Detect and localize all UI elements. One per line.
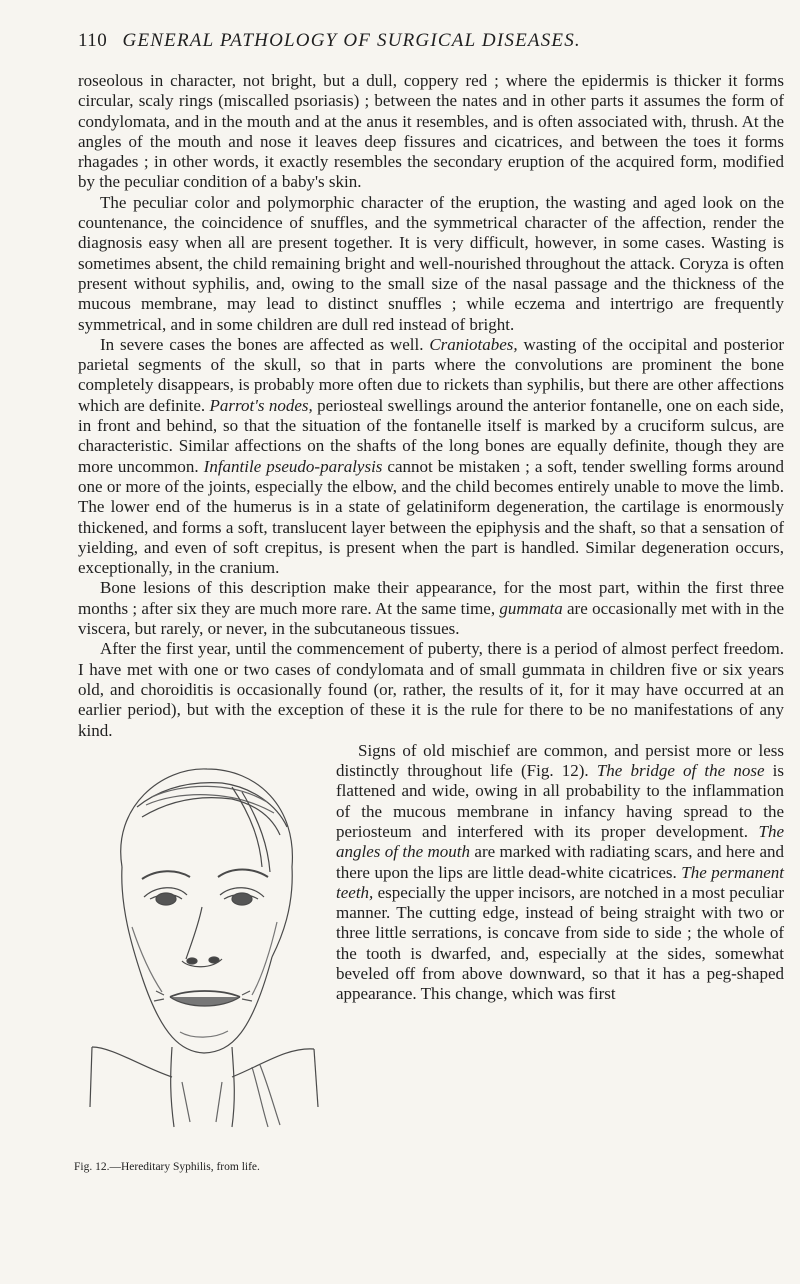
term-gummata: gummata	[499, 598, 563, 618]
paragraph: After the first year, until the commencement of puberty, there is a period of almost perfect freedom. I have met with one or two cases of condylomata and of small gummata in children five or six years old, and choroiditis is occasionally found (or, rather, the results of it, for it may have occurred at an earlier period), but with the exception of these it is the rule for there to be no manifestations of any kind.	[78, 639, 784, 740]
running-title: GENERAL PATHOLOGY OF SURGICAL DISEASES.	[122, 30, 581, 51]
term-angles-of-mouth: The angles of the mouth	[336, 821, 785, 862]
paragraph: In severe cases the bones are affected as well. Craniotabes, wasting of the occipital and posterior parietal segments of the skull, so that in parts where the convolutions are prominent the bone completely disappears, is probably more often due to rickets than syphilis, but there are other affections which are definite. Parrot's nodes, periosteal swellings around the anterior fontanelle, one on each side, in front and behind, so that the situation of the fontanelle itself is marked by a cruciform sulcus, are characteristic. Similar affections on the shafts of the long bones are equally definite, though they are more uncommon. Infantile pseudo-paralysis cannot be mistaken ; a soft, tender swelling forms around one or more of the joints, especially the elbow, and the child becomes entirely unable to move the limb. The lower end of the humerus is in a state of gelatiniform degeneration, the cartilage is enormously thickened, and forms a soft, translucent layer between the epiphysis and the shaft, so that a sensation of yielding, and even of soft crepitus, is present when the part is handled. Similar degeneration occurs, exceptionally, in the cranium.	[78, 334, 785, 578]
term-bridge-of-nose: The bridge of the nose	[596, 761, 765, 781]
figure-12	[74, 743, 324, 1188]
page-header	[78, 30, 778, 52]
term-parrots-nodes: Parrot's nodes,	[209, 395, 313, 415]
paragraph: The peculiar color and polymorphic character of the eruption, the wasting and aged look on the countenance, the coincidence of snuffles, and the symmetrical character of the affection, render the diagnosis easy when all are present together. It is very difficult, however, in some cases. Wasting is sometimes absent, the child remaining bright and well-nourished throughout the attack. Coryza is often present without syphilis, and, owing to the small size of the nasal passage and the thickness of the mucous membrane, may lead to distinct snuffles ; while eczema and intertrigo are frequently symmetrical, and in some children are dull red instead of bright.	[78, 192, 784, 334]
paragraph: roseolous in character, not bright, but a dull, coppery red ; where the epidermis is thicker it forms circular, scaly rings (miscalled psoriasis) ; between the nates and in other parts it assumes the form of condylomata, and in the mouth and at the anus it resembles, and is often associated with, thrush. At the angles of the mouth and nose it leaves deep fissures and cicatrices, and between the toes it forms rhagades ; in other words, it exactly resembles the secondary eruption of the acquired form, modified by the peculiar condition of a baby's skin.	[78, 71, 784, 192]
term-craniotabes: Craniotabes,	[429, 334, 518, 354]
figure-caption: Fig. 12.—Hereditary Syphilis, from life.	[74, 1160, 260, 1173]
paragraph: Signs of old mischief are common, and persist more or less distinctly throughout life (Fig. 12). The bridge of the nose is flattened and wide, owing in all probability to the inflammation of the mucous membrane in infancy having spread to the periosteum and interfered with its proper development. The angles of the mouth are marked with radiating scars, and here and there upon the lips are little dead-white cicatrices. The permanent teeth, especially the upper incisors, are notched in a most peculiar manner. The cutting edge, instead of being straight with two or three little serrations, is concave from side to side ; the whole of the tooth is dwarfed, and, especially at the sides, somewhat beveled off from above downward, so that it has a peg-shaped appearance. This change, which was first	[336, 740, 785, 1004]
paragraph: Bone lesions of this description make their appearance, for the most part, within the first three months ; after six they are much more rare. At the same time, gummata are occasionally met with in the viscera, but rarely, or never, in the subcutaneous tissues.	[78, 578, 784, 639]
body-text	[74, 71, 785, 1188]
term-permanent-teeth: The permanent teeth,	[336, 862, 784, 902]
term-pseudo-paralysis: Infantile pseudo-paralysis	[203, 456, 383, 476]
child-face-illustration	[82, 747, 322, 1157]
page-number: 110	[78, 30, 108, 51]
